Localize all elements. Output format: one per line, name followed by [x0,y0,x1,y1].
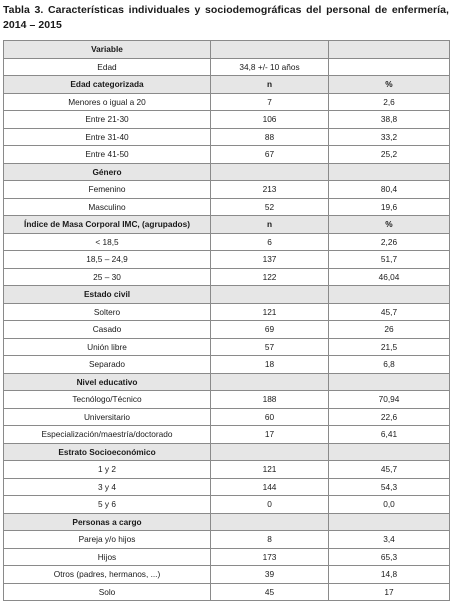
percent-cell: 80,4 [329,181,450,199]
label-cell: 3 y 4 [4,478,211,496]
label-cell: Índice de Masa Corporal IMC, (agrupados) [4,216,211,234]
percent-cell: 0,0 [329,496,450,514]
section-header-row [4,41,450,59]
label-cell: Pareja y/o hijos [4,531,211,549]
n-cell: 67 [211,146,329,164]
section-header-row [4,163,450,181]
percent-cell [329,58,450,76]
n-cell: 121 [211,461,329,479]
table-row [4,408,450,426]
percent-cell: 6,8 [329,356,450,374]
n-cell: 8 [211,531,329,549]
table-row [4,548,450,566]
table-row [4,356,450,374]
label-cell: 5 y 6 [4,496,211,514]
section-header-row [4,216,450,234]
percent-cell: 54,3 [329,478,450,496]
label-cell: Menores o igual a 20 [4,93,211,111]
n-cell: 69 [211,321,329,339]
table-row [4,496,450,514]
n-cell: 188 [211,391,329,409]
percent-cell: 17 [329,583,450,601]
n-cell [211,163,329,181]
percent-cell: 19,6 [329,198,450,216]
table-row [4,531,450,549]
label-cell: Estado civil [4,286,211,304]
n-cell: 121 [211,303,329,321]
label-cell: Nivel educativo [4,373,211,391]
label-cell: Femenino [4,181,211,199]
table-row [4,111,450,129]
n-cell: 137 [211,251,329,269]
percent-cell: 21,5 [329,338,450,356]
n-cell: 52 [211,198,329,216]
n-cell: 122 [211,268,329,286]
label-cell: Tecnólogo/Técnico [4,391,211,409]
label-cell: Otros (padres, hermanos, ...) [4,566,211,584]
table-row [4,391,450,409]
table-row [4,233,450,251]
n-cell: 57 [211,338,329,356]
percent-cell [329,373,450,391]
n-cell [211,373,329,391]
label-cell: Universitario [4,408,211,426]
label-cell: 18,5 – 24,9 [4,251,211,269]
n-cell: 88 [211,128,329,146]
label-cell: Personas a cargo [4,513,211,531]
label-cell: 25 – 30 [4,268,211,286]
n-cell: 17 [211,426,329,444]
percent-cell: 45,7 [329,303,450,321]
percent-cell: % [329,76,450,94]
n-cell: 213 [211,181,329,199]
table-row [4,93,450,111]
n-cell: 34,8 +/- 10 años [211,58,329,76]
n-cell: 106 [211,111,329,129]
label-cell: Entre 31-40 [4,128,211,146]
percent-cell: 26 [329,321,450,339]
label-cell: Hijos [4,548,211,566]
label-cell: Masculino [4,198,211,216]
n-cell [211,513,329,531]
table-row [4,583,450,601]
label-cell: Especialización/maestría/doctorado [4,426,211,444]
table-row [4,303,450,321]
percent-cell: 2,26 [329,233,450,251]
label-cell: Género [4,163,211,181]
percent-cell: 45,7 [329,461,450,479]
section-header-row [4,286,450,304]
percent-cell [329,41,450,59]
table-row [4,321,450,339]
n-cell: 45 [211,583,329,601]
label-cell: Solo [4,583,211,601]
n-cell [211,41,329,59]
n-cell: 0 [211,496,329,514]
percent-cell: 65,3 [329,548,450,566]
n-cell: 60 [211,408,329,426]
table-row [4,128,450,146]
n-cell: 7 [211,93,329,111]
n-cell: 18 [211,356,329,374]
percent-cell: 14,8 [329,566,450,584]
percent-cell [329,163,450,181]
table-row [4,338,450,356]
section-header-row [4,513,450,531]
label-cell: Variable [4,41,211,59]
percent-cell [329,443,450,461]
percent-cell: 25,2 [329,146,450,164]
section-header-row [4,373,450,391]
label-cell: Entre 21-30 [4,111,211,129]
table-body [4,41,450,601]
table-row [4,426,450,444]
percent-cell: 22,6 [329,408,450,426]
label-cell: Entre 41-50 [4,146,211,164]
section-header-row [4,76,450,94]
table-row [4,198,450,216]
label-cell: Soltero [4,303,211,321]
table-row [4,268,450,286]
percent-cell: 38,8 [329,111,450,129]
percent-cell: 33,2 [329,128,450,146]
percent-cell: 51,7 [329,251,450,269]
characteristics-table [3,40,450,601]
table-row [4,251,450,269]
table-row [4,146,450,164]
percent-cell [329,286,450,304]
percent-cell: 2,6 [329,93,450,111]
label-cell: Edad categorizada [4,76,211,94]
label-cell: Casado [4,321,211,339]
table-row [4,461,450,479]
label-cell: < 18,5 [4,233,211,251]
n-cell: 144 [211,478,329,496]
percent-cell [329,513,450,531]
percent-cell: 70,94 [329,391,450,409]
n-cell: n [211,216,329,234]
n-cell: n [211,76,329,94]
table-row [4,58,450,76]
label-cell: Estrato Socioeconómico [4,443,211,461]
label-cell: Separado [4,356,211,374]
table-caption: Tabla 3. Características individuales y sociodemográficas del personal de enfermería, 2014 – 2015 [3,4,449,31]
label-cell: 1 y 2 [4,461,211,479]
n-cell: 6 [211,233,329,251]
percent-cell: 3,4 [329,531,450,549]
n-cell [211,286,329,304]
n-cell: 173 [211,548,329,566]
table-row [4,181,450,199]
percent-cell: 46,04 [329,268,450,286]
n-cell [211,443,329,461]
n-cell: 39 [211,566,329,584]
label-cell: Edad [4,58,211,76]
label-cell: Unión libre [4,338,211,356]
percent-cell: 6,41 [329,426,450,444]
table-row [4,566,450,584]
section-header-row [4,443,450,461]
percent-cell: % [329,216,450,234]
table-row [4,478,450,496]
